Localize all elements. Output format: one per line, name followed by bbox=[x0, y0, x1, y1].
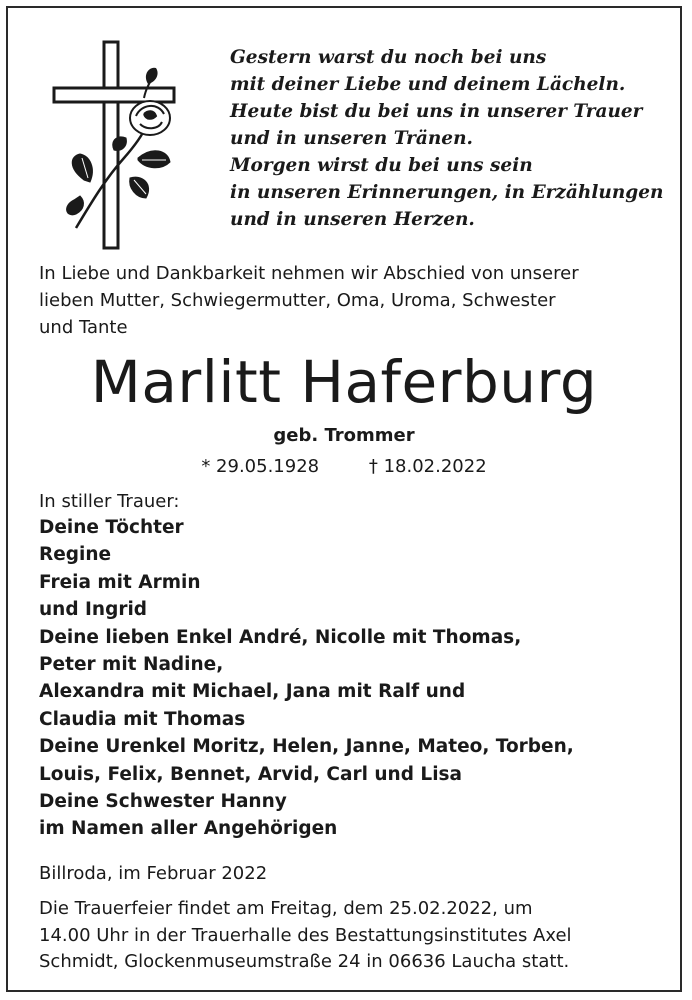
mourner-line: Peter mit Nadine, bbox=[39, 654, 224, 676]
poem-line: in unseren Erinnerungen, in Erzählungen bbox=[230, 182, 664, 203]
intro-text bbox=[39, 260, 579, 341]
funeral-notice bbox=[39, 896, 572, 976]
poem-line: und in unseren Herzen. bbox=[230, 209, 475, 230]
mourner-line: Regine bbox=[39, 544, 112, 566]
poem-line: mit deiner Liebe und deinem Lächeln. bbox=[230, 74, 626, 95]
mourner-line: und Ingrid bbox=[39, 599, 148, 621]
maiden-name: geb. Trommer bbox=[273, 425, 415, 446]
mourners-list bbox=[39, 514, 574, 843]
mourner-line: Deine Schwester Hanny bbox=[39, 791, 287, 813]
poem-line: und in unseren Tränen. bbox=[230, 128, 473, 149]
obituary-notice bbox=[6, 6, 682, 992]
mourner-line: Deine Töchter bbox=[39, 517, 184, 538]
intro-line: lieben Mutter, Schwiegermutter, Oma, Uroma, Schwester bbox=[39, 290, 556, 311]
death-date: † 18.02.2022 bbox=[368, 456, 487, 477]
funeral-line: Schmidt, Glockenmuseumstraße 24 in 06636 Laucha statt. bbox=[39, 951, 570, 972]
life-dates bbox=[8, 455, 680, 479]
cross-with-rose-icon bbox=[46, 38, 184, 254]
poem-line: Heute bist du bei uns in unserer Trauer bbox=[230, 101, 643, 122]
funeral-line: 14.00 Uhr in der Trauerhalle des Bestattungsinstitutes Axel bbox=[39, 924, 572, 946]
poem-line: Gestern warst du noch bei uns bbox=[230, 47, 547, 68]
poem-line: Morgen wirst du bei uns sein bbox=[230, 155, 533, 176]
memorial-poem bbox=[230, 44, 663, 233]
mourner-line: Deine lieben Enkel André, Nicolle mit Thomas, bbox=[39, 626, 522, 648]
intro-line: In Liebe und Dankbarkeit nehmen wir Abschied von unserer bbox=[39, 263, 579, 284]
funeral-line: Die Trauerfeier findet am Freitag, dem 25.02.2022, um bbox=[39, 898, 533, 919]
mourner-line: Claudia mit Thomas bbox=[39, 708, 246, 730]
intro-line: und Tante bbox=[39, 317, 128, 338]
place-and-date: Billroda, im Februar 2022 bbox=[39, 863, 268, 884]
mourner-line: Louis, Felix, Bennet, Arvid, Carl und Lisa bbox=[39, 763, 463, 785]
birth-date: * 29.05.1928 bbox=[201, 456, 320, 477]
mourner-line: Deine Urenkel Moritz, Helen, Janne, Mateo, Torben, bbox=[39, 736, 574, 758]
deceased-name: Marlitt Haferburg bbox=[90, 348, 598, 416]
mourner-line: Freia mit Armin bbox=[39, 571, 201, 593]
mourning-label: In stiller Trauer: bbox=[39, 491, 180, 512]
mourner-line: Alexandra mit Michael, Jana mit Ralf und bbox=[39, 681, 466, 703]
mourner-line: im Namen aller Angehörigen bbox=[39, 818, 338, 840]
